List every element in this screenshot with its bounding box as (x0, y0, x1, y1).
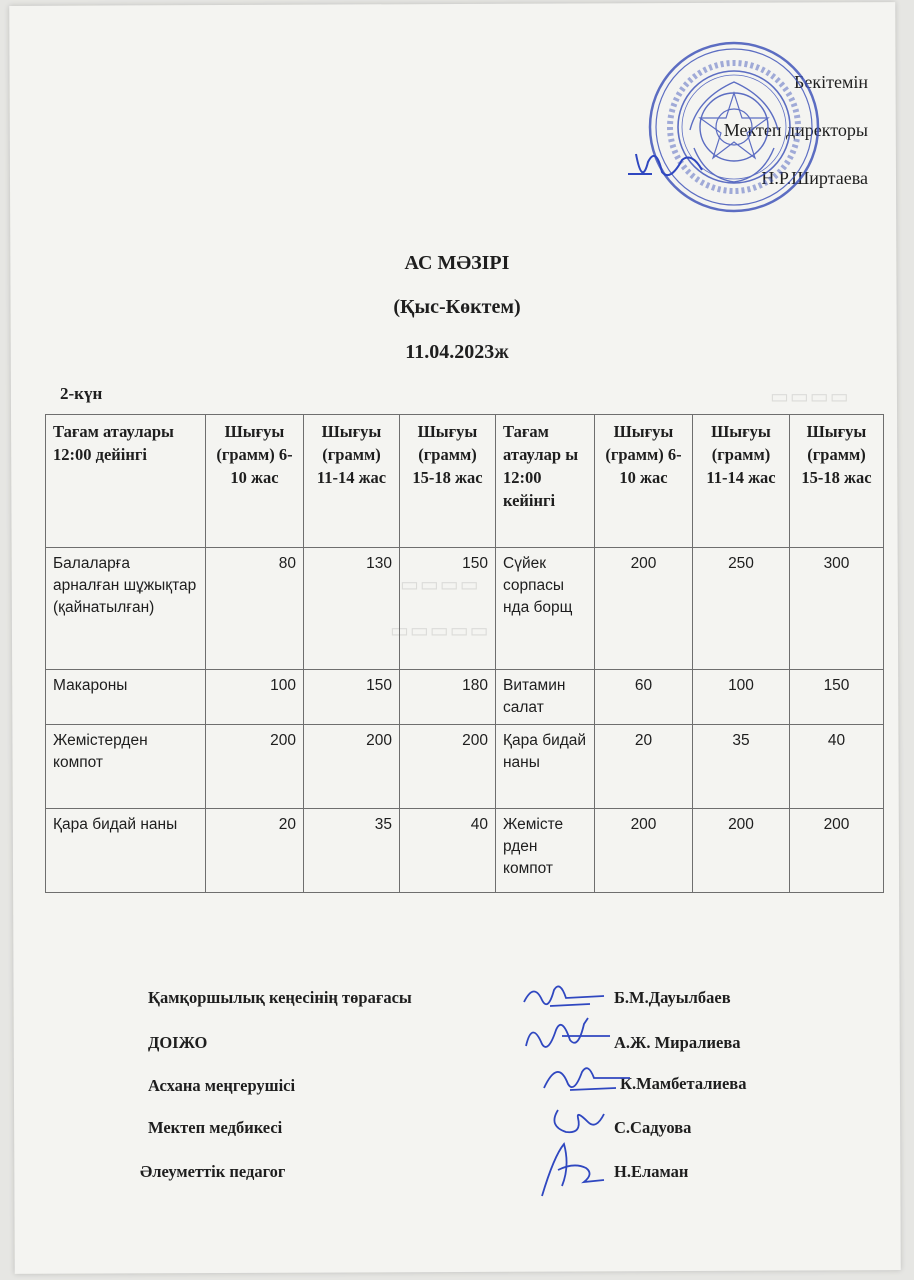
portion-cell: 150 (790, 670, 884, 725)
dish-cell: Қара бидай наны (496, 725, 595, 809)
portion-cell: 20 (206, 809, 304, 893)
day-label: 2-күн (60, 384, 103, 403)
table-header-row (46, 415, 884, 548)
dish-cell: Макароны (46, 670, 206, 725)
header-portion-6-10: Шығуы (грамм) 6-10 жас (206, 415, 304, 548)
menu-table (45, 414, 884, 893)
signer-role: ДОІЖО (148, 1033, 208, 1052)
header-dish-before-noon: Тағам атаулары 12:00 дейінгі (46, 415, 206, 548)
dish-cell: Жемісте рден компот (496, 809, 595, 893)
portion-cell: 100 (693, 670, 790, 725)
portion-cell: 200 (790, 809, 884, 893)
signature-icon (540, 1054, 632, 1100)
portion-cell: 40 (790, 725, 884, 809)
portion-cell: 200 (304, 725, 400, 809)
table-row (46, 809, 884, 893)
table-row (46, 548, 884, 670)
bleed-through-text: ▭▭▭▭▭ (390, 620, 490, 642)
signer-name: А.Ж. Миралиева (614, 1033, 741, 1052)
signer-name: Н.Еламан (614, 1162, 689, 1181)
portion-cell: 300 (790, 548, 884, 670)
portion-cell: 150 (400, 548, 496, 670)
signature-icon (534, 1136, 606, 1202)
header-portion-15-18: Шығуы (грамм) 15-18 жас (400, 415, 496, 548)
table-row (46, 670, 884, 725)
portion-cell: 200 (595, 548, 693, 670)
portion-cell: 200 (400, 725, 496, 809)
approval-word: Бекітемін (794, 72, 868, 92)
approval-name: Н.Р.Ширтаева (761, 168, 868, 188)
bleed-through-text: ▭▭▭▭ (770, 386, 850, 408)
portion-cell: 200 (693, 809, 790, 893)
signature-icon (522, 1010, 612, 1060)
signer-name: К.Мамбеталиева (620, 1074, 747, 1093)
season-subtitle: (Қыс-Көктем) (393, 296, 521, 318)
header-portion-11-14: Шығуы (грамм) 11-14 жас (304, 415, 400, 548)
portion-cell: 20 (595, 725, 693, 809)
header-portion-15-18: Шығуы (грамм) 15-18 жас (790, 415, 884, 548)
portion-cell: 200 (595, 809, 693, 893)
portion-cell: 200 (206, 725, 304, 809)
bleed-through-text: ▭▭▭▭ (400, 574, 480, 596)
approval-position: Мектеп директоры (723, 120, 868, 140)
signer-name: С.Садуова (614, 1118, 692, 1137)
dish-cell: Сүйек сорпасы нда борщ (496, 548, 595, 670)
table-row (46, 725, 884, 809)
dish-cell: Қара бидай наны (46, 809, 206, 893)
portion-cell: 250 (693, 548, 790, 670)
header-portion-11-14: Шығуы (грамм) 11-14 жас (693, 415, 790, 548)
dish-cell: Балаларға арналған шұжықтар (қайнатылған) (46, 548, 206, 670)
portion-cell: 35 (693, 725, 790, 809)
portion-cell: 180 (400, 670, 496, 725)
portion-cell: 100 (206, 670, 304, 725)
portion-cell: 80 (206, 548, 304, 670)
header-dish-after-noon: Тағам атаулар ы 12:00 кейінгі (496, 415, 595, 548)
header-portion-6-10: Шығуы (грамм) 6-10 жас (595, 415, 693, 548)
signer-role: Қамқоршылық кеңесінің төрағасы (148, 988, 412, 1007)
portion-cell: 35 (304, 809, 400, 893)
page-title: АС МӘЗІРІ (404, 252, 510, 274)
portion-cell: 130 (304, 548, 400, 670)
portion-cell: 40 (400, 809, 496, 893)
signer-role: Әлеуметтік педагог (140, 1162, 286, 1181)
director-signature-icon (622, 142, 732, 190)
signer-name: Б.М.Дауылбаев (614, 988, 731, 1007)
portion-cell: 150 (304, 670, 400, 725)
dish-cell: Жемістерден компот (46, 725, 206, 809)
signer-role: Асхана меңгерушісі (148, 1076, 296, 1095)
menu-date: 11.04.2023ж (405, 341, 509, 363)
dish-cell: Витамин салат (496, 670, 595, 725)
portion-cell: 60 (595, 670, 693, 725)
signer-role: Мектеп медбикесі (148, 1118, 283, 1137)
